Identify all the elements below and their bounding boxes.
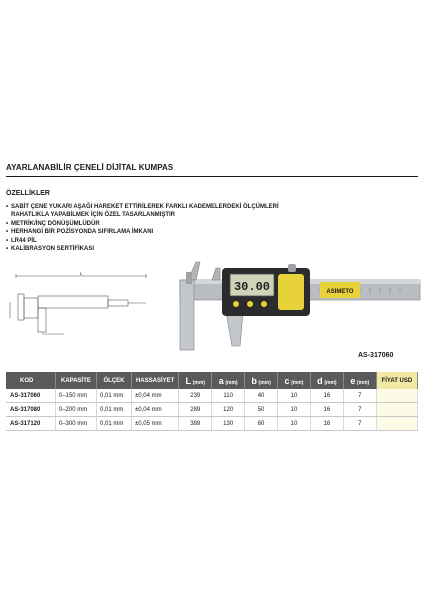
col-header-kod: KOD (6, 372, 55, 389)
cell-d: 16 (310, 389, 343, 403)
col-header-kapasite: KAPASİTE (55, 372, 96, 389)
cell-kod: AS-317080 (6, 403, 55, 417)
table-row (6, 417, 418, 431)
title-divider (6, 176, 418, 177)
dimension-label-l: L (79, 272, 83, 277)
cell-fiyat (376, 403, 417, 417)
page-title: AYARLANABİLİR ÇENELİ DİJİTAL KUMPAS (6, 163, 174, 172)
cell-e: 7 (343, 417, 376, 431)
model-label: AS-317060 (358, 352, 394, 359)
col-header-l: L (mm) (179, 372, 212, 389)
table-row (6, 403, 418, 417)
brand-logo: ASIMETO (326, 289, 354, 295)
cell-a: 110 (212, 389, 245, 403)
cell-kapasite: 0–300 mm (55, 417, 96, 431)
cell-fiyat (376, 389, 417, 403)
cell-kod: AS-317060 (6, 389, 55, 403)
feature-item: • HERHANGİ BİR POZİSYONDA SIFIRLAMA İMKANI (6, 228, 306, 236)
feature-item: • SABİT ÇENE YUKARI AŞAĞI HAREKET ETTİRİLEREK FARKLI KADEMELERDEKİ ÖLÇÜMLERİ RAHATLIKLA YAPABİLMEK İÇİN ÖZEL TASARLANMIŞTIR (6, 203, 306, 220)
col-header-e: e (mm) (343, 372, 376, 389)
cell-c: 10 (278, 417, 311, 431)
cell-d: 16 (310, 417, 343, 431)
cell-a: 120 (212, 403, 245, 417)
cell-hassasiyet: ±0,04 mm (131, 389, 178, 403)
lcd-reading: 30.00 (233, 280, 271, 294)
col-header-olcek: ÖLÇEK (97, 372, 132, 389)
cell-d: 16 (310, 403, 343, 417)
table-header-row (6, 372, 418, 389)
cell-b: 40 (245, 389, 278, 403)
cell-olcek: 0,01 mm (97, 403, 132, 417)
cell-e: 7 (343, 389, 376, 403)
col-header-a: a (mm) (212, 372, 245, 389)
cell-hassasiyet: ±0,05 mm (131, 417, 178, 431)
feature-item: • LR44 PİL (6, 237, 306, 245)
cell-kod: AS-317120 (6, 417, 55, 431)
cell-b: 60 (245, 417, 278, 431)
table-row (6, 389, 418, 403)
col-header-b: b (mm) (245, 372, 278, 389)
technical-drawing (6, 272, 156, 342)
cell-fiyat (376, 417, 417, 431)
col-header-fiyat: FİYAT USD (376, 372, 417, 389)
mode-button-icon (261, 301, 267, 307)
feature-item: • METRİK/İNÇ DÖNÜŞÜMLÜDÜR (6, 220, 306, 228)
cell-a: 130 (212, 417, 245, 431)
spec-table (6, 372, 418, 431)
cell-hassasiyet: ±0,04 mm (131, 403, 178, 417)
col-header-c: c (mm) (278, 372, 311, 389)
col-header-d: d (mm) (310, 372, 343, 389)
cell-l: 239 (179, 389, 212, 403)
cell-olcek: 0,01 mm (97, 417, 132, 431)
cell-b: 50 (245, 403, 278, 417)
cell-kapasite: 0–200 mm (55, 403, 96, 417)
cell-l: 389 (179, 417, 212, 431)
col-header-hassasiyet: HASSASİYET (131, 372, 178, 389)
product-image (170, 258, 422, 363)
cell-c: 10 (278, 389, 311, 403)
features-heading: ÖZELLİKLER (6, 190, 50, 197)
feature-item: • KALİBRASYON SERTİFİKASI (6, 245, 306, 253)
zero-button-icon (247, 301, 253, 307)
cell-e: 7 (343, 403, 376, 417)
cell-olcek: 0,01 mm (97, 389, 132, 403)
cell-kapasite: 0–150 mm (55, 389, 96, 403)
cell-l: 289 (179, 403, 212, 417)
features-list (6, 203, 306, 253)
on-off-button-icon (233, 301, 239, 307)
cell-c: 10 (278, 403, 311, 417)
